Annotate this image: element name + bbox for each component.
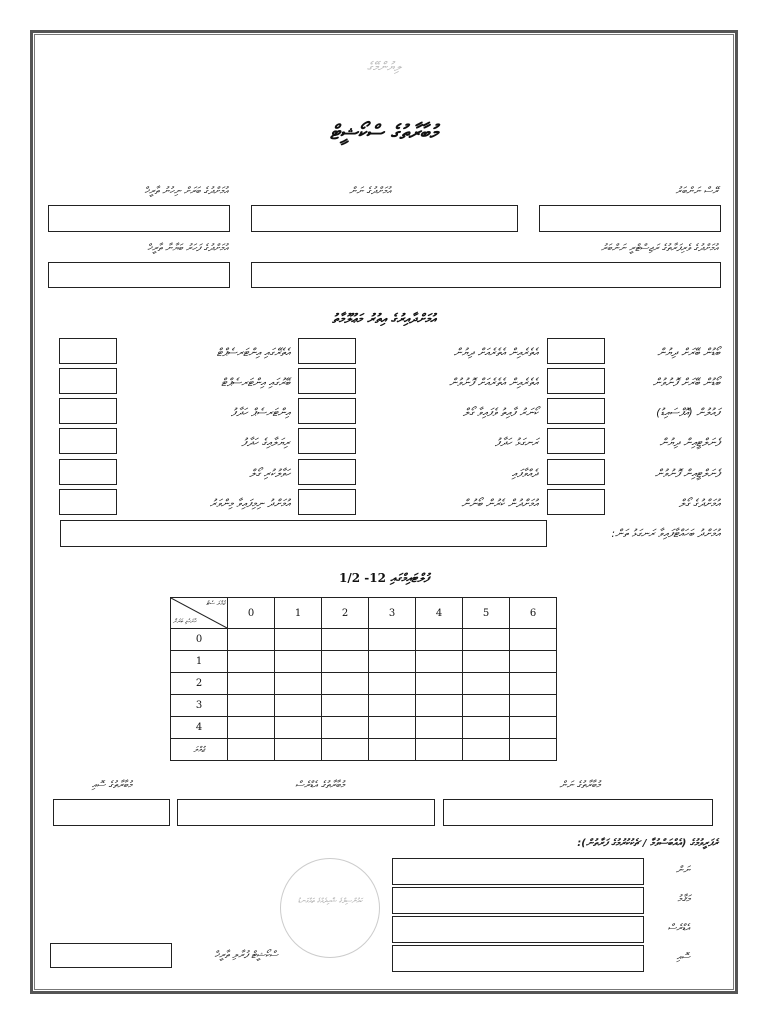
date-field[interactable] — [48, 262, 230, 288]
score-cell[interactable] — [275, 651, 322, 673]
official-position-field[interactable] — [392, 887, 644, 914]
stat-field[interactable] — [298, 489, 356, 515]
col-header: 5 — [463, 598, 510, 629]
score-cell[interactable] — [416, 695, 463, 717]
stat-label: ރަނގަޅު ހަދާފު — [494, 436, 538, 449]
date-label: އުމަށްދުގެ ފަހަރު ބަޔާނާ ތާރީޚް — [147, 243, 228, 254]
stat-field[interactable] — [298, 428, 356, 454]
stat-label: ކޯނަރު ފާއިތު ވެފައިވާ ގޯލް — [462, 406, 538, 419]
score-cell[interactable] — [510, 695, 557, 717]
row-header: 0 — [171, 629, 228, 651]
score-cell[interactable] — [275, 673, 322, 695]
stat-field[interactable] — [547, 368, 605, 394]
stats-title: އުމަށްދާއިރުގެ އިތުރު މަޢުލޫމާތު — [332, 312, 436, 327]
stat-label: އުމަށްދުން ކެރުން ބޯނުން — [461, 497, 538, 510]
score-cell[interactable] — [228, 695, 275, 717]
competition-sign-field[interactable] — [53, 799, 170, 826]
official-sign-field[interactable] — [392, 945, 644, 972]
stat-label: ދެއްވާފައި — [511, 467, 538, 480]
corner-top-label: ޖުމްލަ ސެޓު — [206, 600, 225, 607]
row-header: 2 — [171, 673, 228, 695]
stat-label: ފެނަލްޓީއިން ދިޔުން — [659, 436, 720, 449]
score-cell[interactable] — [510, 651, 557, 673]
stat-field[interactable] — [547, 338, 605, 364]
stat-label: އެތެރޭގައި އިންޓަރސެޕްޓް — [216, 346, 290, 359]
official-address-label: އެޑްރެސް — [667, 923, 690, 934]
score-cell[interactable] — [275, 717, 322, 739]
score-cell[interactable] — [275, 629, 322, 651]
col-header: 1 — [275, 598, 322, 629]
competition-sign-label: މުބާރާތުގެ ސޮއި — [91, 780, 133, 791]
stat-label: އުމަށްދު ނިމިފައިވާ މިންވަރު — [209, 497, 290, 510]
score-cell[interactable] — [510, 673, 557, 695]
stat-label: އިންޓަރސެޕް ހަދާފު — [230, 406, 290, 419]
competition-address-field[interactable] — [177, 799, 435, 826]
stat-field[interactable] — [547, 459, 605, 485]
competition-name-field[interactable] — [443, 799, 713, 826]
stat-field[interactable] — [298, 368, 356, 394]
score-cell[interactable] — [228, 629, 275, 651]
score-table-body — [171, 629, 557, 761]
row-header: 4 — [171, 717, 228, 739]
score-cell[interactable] — [463, 673, 510, 695]
stat-label: ފެނަލްޓީއިން ފޮނުވުން — [654, 467, 720, 480]
stat-field[interactable] — [59, 338, 117, 364]
corner-bottom-label: ހުށަހެޅި ބަރަށް — [173, 618, 197, 625]
stat-field[interactable] — [59, 368, 117, 394]
score-cell[interactable] — [369, 695, 416, 717]
team-date-label: އުމަށްދުގެ ބަރަށް ނިހުނު ތާރީޚް — [144, 186, 228, 197]
official-name-field[interactable] — [392, 858, 644, 885]
score-cell[interactable] — [463, 739, 510, 761]
score-table — [170, 597, 557, 761]
score-table-title-number: 1/2 -12 — [339, 571, 386, 585]
official-address-field[interactable] — [392, 916, 644, 943]
stat-label: އެތެރެއިން އެތެރެއަށް ދިޔުން — [453, 346, 538, 359]
score-table-row — [171, 695, 557, 717]
score-cell[interactable] — [510, 739, 557, 761]
scorer-sign-label: ސްކޯޝީޓް ފުރާލި ތާރީޚް — [214, 950, 278, 961]
col-header: 6 — [510, 598, 557, 629]
page-title: މުބާރާތުގެ ސްކޯޝީޓް — [329, 120, 439, 144]
score-table-row — [171, 717, 557, 739]
score-table-row — [171, 673, 557, 695]
stat-label: ބޯޑުން ބޭރަށް ފޮނުވުން — [652, 376, 720, 389]
competition-name-label: މުބާރާތުގެ ނަން — [559, 780, 601, 791]
score-cell[interactable] — [416, 651, 463, 673]
col-header: 4 — [416, 598, 463, 629]
stat-field[interactable] — [547, 489, 605, 515]
score-cell[interactable] — [322, 695, 369, 717]
stat-field[interactable] — [59, 459, 117, 485]
stat-label: އުމަށްދުގެ ގޯލް — [678, 497, 720, 510]
row-header: 3 — [171, 695, 228, 717]
registration-number-label: އުމަށްދުގެ ވެރިފަރާތުގެ ރަޖިސްޓްރީ ނަންބަރު — [600, 243, 718, 254]
registration-number-field[interactable] — [251, 262, 721, 288]
score-table-title — [284, 571, 484, 586]
score-cell[interactable] — [416, 673, 463, 695]
score-cell[interactable] — [275, 695, 322, 717]
scorer-sign-field[interactable] — [50, 943, 172, 968]
score-cell[interactable] — [369, 739, 416, 761]
score-table-row — [171, 629, 557, 651]
race-number-field[interactable] — [539, 205, 721, 232]
stat-label: ހަވާލުކުރި ގޯލް — [249, 467, 290, 480]
score-cell[interactable] — [322, 717, 369, 739]
col-header: 2 — [322, 598, 369, 629]
score-cell[interactable] — [463, 651, 510, 673]
score-cell[interactable] — [463, 629, 510, 651]
official-position-label: މަޤާމު — [677, 894, 690, 905]
score-cell[interactable] — [463, 695, 510, 717]
official-name-label: ނަން — [675, 865, 690, 876]
score-cell[interactable] — [322, 739, 369, 761]
team-date-field[interactable] — [48, 205, 230, 232]
score-cell[interactable] — [369, 673, 416, 695]
score-cell[interactable] — [369, 717, 416, 739]
col-header: 0 — [228, 598, 275, 629]
competition-address-label: މުބާރާތުގެ އެޑްރެސް — [295, 780, 345, 791]
score-table-title-text: ފުލްޓައިމްގައި — [390, 571, 429, 585]
official-sign-label: ސޮއި — [676, 952, 690, 963]
score-cell[interactable] — [510, 717, 557, 739]
score-table-row — [171, 651, 557, 673]
score-cell[interactable] — [275, 739, 322, 761]
score-table-corner — [171, 598, 228, 629]
row-header: 1 — [171, 651, 228, 673]
score-cell[interactable] — [510, 629, 557, 651]
stat-label: ބޯޑުން ބޭރަށް ދިޔުން — [657, 346, 720, 359]
score-cell[interactable] — [369, 629, 416, 651]
stat-label: އެތެރެއިން އެތެރެއަށް ފޮނުވުން — [449, 376, 538, 389]
stat-label: ފައުލުން (އޮފްސައިޑު) — [656, 406, 720, 419]
score-cell[interactable] — [369, 651, 416, 673]
score-cell[interactable] — [228, 717, 275, 739]
score-cell[interactable] — [228, 651, 275, 673]
stat-label: ބޭރުގައި އިންޓަރސެޕްޓް — [221, 376, 290, 389]
stat-field[interactable] — [59, 489, 117, 515]
stat-field[interactable] — [298, 459, 356, 485]
race-number-label: ރޭސް ނަންބަރު — [675, 186, 718, 197]
score-cell[interactable] — [416, 717, 463, 739]
row-header: ޖުމްލަ — [171, 739, 228, 761]
stat-field[interactable] — [59, 398, 117, 424]
stat-field[interactable] — [298, 338, 356, 364]
remarks-label: އުމަށްދު ބަހައްޓާފައިވާ ރަނގަޅު ތަން: — [611, 527, 720, 540]
team-name-field[interactable] — [251, 205, 518, 232]
header-top-label: ލިޔުންމޭގެ — [366, 60, 402, 75]
official-seal: ކައުންސިލްގެ ޝާޙިދެއްގެ ތައްގަނޑު — [280, 858, 380, 958]
stat-label: ރިޔަލާއިގެ ހަދާފު — [241, 436, 290, 449]
score-cell[interactable] — [322, 673, 369, 695]
score-table-row — [171, 739, 557, 761]
stat-field[interactable] — [298, 398, 356, 424]
score-cell[interactable] — [416, 739, 463, 761]
score-table-header-row — [171, 598, 557, 629]
score-cell[interactable] — [322, 629, 369, 651]
stat-field[interactable] — [59, 428, 117, 454]
stat-field[interactable] — [547, 398, 605, 424]
score-cell[interactable] — [228, 739, 275, 761]
stat-field[interactable] — [547, 428, 605, 454]
score-cell[interactable] — [463, 717, 510, 739]
col-header: 3 — [369, 598, 416, 629]
score-cell[interactable] — [322, 651, 369, 673]
team-name-label: އުމަށްދުގެ ނަން — [349, 186, 391, 197]
score-cell[interactable] — [416, 629, 463, 651]
official-title: ރެފަރީވުމުގެ (އެއްބަސްވުމާ / ޗެކުކުރުމުގެ ފަރާތުން): — [577, 838, 718, 849]
score-cell[interactable] — [228, 673, 275, 695]
remarks-field[interactable] — [60, 520, 547, 547]
